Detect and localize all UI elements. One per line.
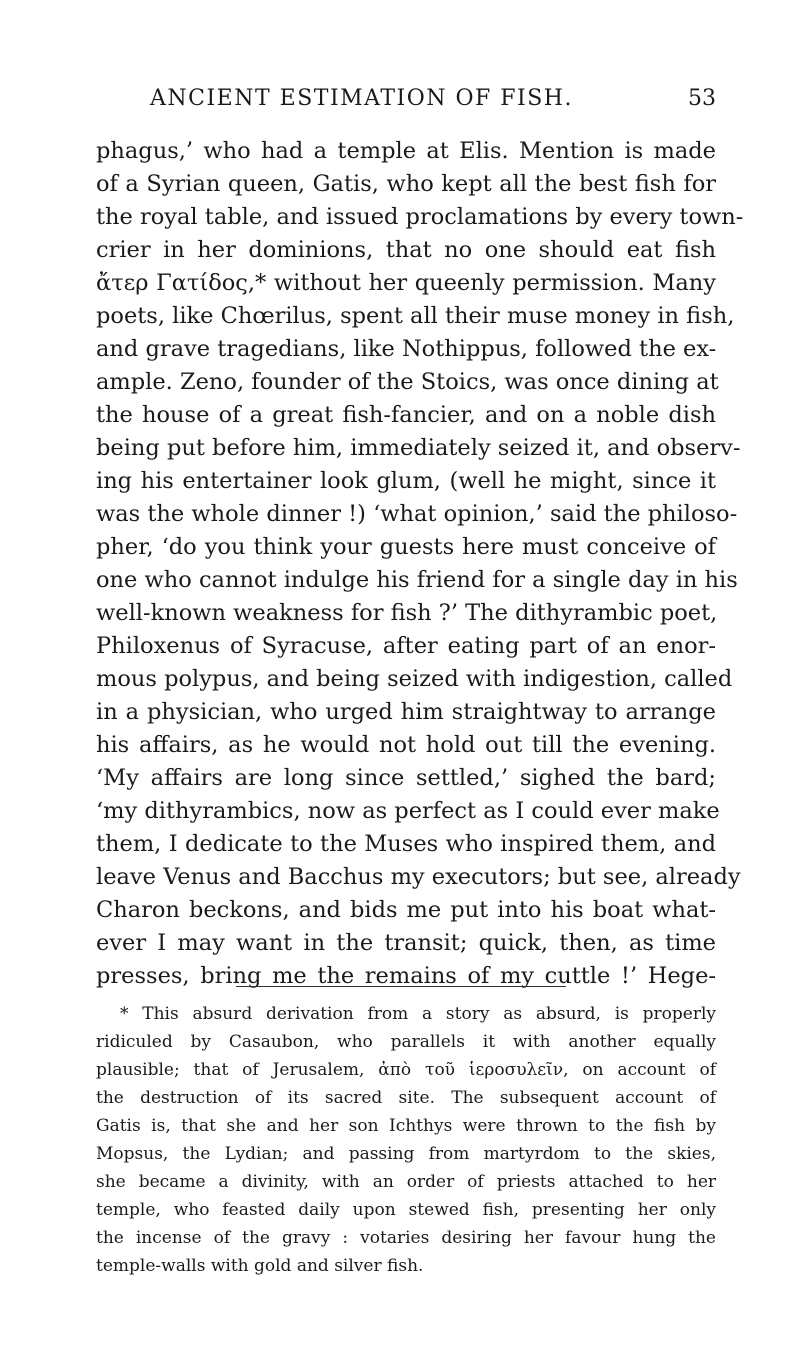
body-line: ever I may want in the transit; quick, then, as time (96, 930, 716, 956)
body-line: was the whole dinner !) ‘what opinion,’ said the philoso- (96, 501, 738, 527)
body-line: phagus,’ who had a temple at Elis. Mention is made (96, 138, 716, 164)
body-line: the house of a great fish-fancier, and on a noble dish (96, 402, 716, 428)
body-line: his affairs, as he would not hold out till the evening. (96, 732, 716, 758)
page-number: 53 (688, 86, 716, 111)
body-line: the royal table, and issued proclamations by every town- (96, 204, 744, 230)
body-line: Philoxenus of Syracuse, after eating part of an enor- (96, 633, 716, 659)
running-head (150, 86, 716, 116)
body-line: of a Syrian queen, Gatis, who kept all the best fish for (96, 171, 716, 197)
footnote-line: * This absurd derivation from a story as absurd, is properly (120, 1004, 716, 1024)
body-line: crier in her dominions, that no one should eat fish (96, 237, 716, 263)
body-line: leave Venus and Bacchus my executors; but see, already (96, 864, 741, 890)
body-line: presses, bring me the remains of my cuttle !’ Hege- (96, 963, 716, 989)
footnote-line: Mopsus, the Lydian; and passing from martyrdom to the skies, (96, 1144, 716, 1164)
body-line: ‘my dithyrambics, now as perfect as I could ever make (96, 798, 720, 824)
footnote-line: temple, who feasted daily upon stewed fish, presenting her only (96, 1200, 716, 1220)
body-line: well-known weakness for fish ?’ The dithyrambic poet, (96, 600, 718, 626)
body-line: being put before him, immediately seized it, and observ- (96, 435, 741, 461)
footnote-rule (236, 986, 566, 987)
footnote-line: ridiculed by Casaubon, who parallels it with another equally (96, 1032, 716, 1052)
running-title: ANCIENT ESTIMATION OF FISH. (150, 86, 573, 111)
body-line: ing his entertainer look glum, (well he might, since it (96, 468, 716, 494)
body-line: and grave tragedians, like Nothippus, followed the ex- (96, 336, 717, 362)
body-line: in a physician, who urged him straightway to arrange (96, 699, 716, 725)
footnote-line: the destruction of its sacred site. The subsequent account of (96, 1088, 716, 1108)
body-line: ‘My affairs are long since settled,’ sighed the bard; (96, 765, 716, 791)
body-line: pher, ‘do you think your guests here must conceive of (96, 534, 716, 560)
footnote-line: Gatis is, that she and her son Ichthys were thrown to the fish by (96, 1116, 716, 1136)
body-line: mous polypus, and being seized with indigestion, called (96, 666, 733, 692)
body-line: ample. Zeno, founder of the Stoics, was once dining at (96, 369, 719, 395)
body-line: ἄτερ Γατίδος,* without her queenly permission. Many (96, 270, 716, 296)
footnote-line: temple-walls with gold and silver fish. (96, 1256, 424, 1276)
footnote-line: she became a divinity, with an order of priests attached to her (96, 1172, 716, 1192)
footnote-line: the incense of the gravy : votaries desiring her favour hung the (96, 1228, 716, 1248)
footnote-line: plausible; that of Jerusalem, ἀπὸ τοῦ ἱεροσυλεῖν, on account of (96, 1060, 716, 1080)
body-line: Charon beckons, and bids me put into his boat what- (96, 897, 716, 923)
body-line: one who cannot indulge his friend for a single day in his (96, 567, 738, 593)
body-line: them, I dedicate to the Muses who inspired them, and (96, 831, 716, 857)
body-line: poets, like Chœrilus, spent all their muse money in fish, (96, 303, 735, 329)
